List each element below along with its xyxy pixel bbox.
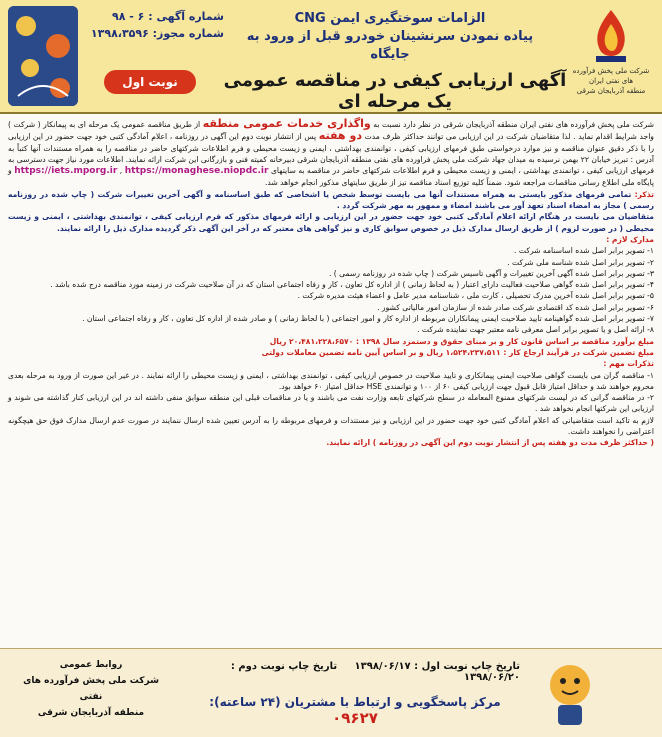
company-caption xyxy=(568,66,654,96)
publish-date-second: تاریخ چاپ نوبت دوم : ۱۳۹۸/۰۶/۲۰ xyxy=(230,661,520,683)
signature-line-1: روابط عمومی xyxy=(59,660,123,670)
company-logo-icon xyxy=(588,8,634,64)
announcement-body xyxy=(8,118,654,449)
intro-text-3: پس از انتشار نوبت دوم این آگهی در روزنامه ، اعلام آمادگی کتبی خود جهت حضور در این ارزیابی را با ذکر دقیق عنوان مناقصه و نیز موارد درخواستی طبق فرمهای ارزیابی کیفی ، توانمندی بهداشتی ، ایمنی و زیست محیطی و فرم اطلاعات شرکتهای حاضر در مناقصه را به همراه مستندات آنها کتباً به آدرس : تبریز خیابان ۲۲ بهمن نرسیده به میدان جهاد شرکت ملی پخش فراورده های نفتی منطقه آذربایجان شرقی دبیرخانه کمیته فنی و بازرگانی این شرکت ارائه نمایند. xyxy=(8,132,655,164)
two-weeks-highlight: دو هفته xyxy=(318,129,363,143)
footer-bar xyxy=(0,648,662,737)
important-note-2: ۲- در مناقصه گرانی که در لیست شرکتهای ممنوع المعامله در سطح شرکتهای تابعه وزارت نفت می باشند و یا در مناقصات قبلی این منطقه سوابق منفی داشته اند در این ارزیابی کنار گذاشته می شوند و ارزیابی این شرکتها انجام نخواهد شد . xyxy=(8,393,654,414)
intro-text-1: شرکت ملی پخش فرآورده های نفتی ایران منطقه آذربایجان شرقی در نظر دارد نسبت به xyxy=(373,120,654,129)
safety-subheading xyxy=(230,10,550,64)
signature-line-2: شرکت ملی پخش فرآورده های نفتی xyxy=(23,676,159,702)
tazakor-text: تمامی فرمهای مذکور بایستی به همراه مستندات آنها می بایست توسط شخص یا اشخاصی که طبق اساسنامه و آگهی آخرین تغییرات شرکت ( چاپ شده در روزنامه رسمی ) مجاز به امضاء اسناد تعهد آور می باشند امضاء و ممهور به مهر شرکت گردد . xyxy=(8,189,654,211)
documents-title: مدارک لازم : xyxy=(606,234,654,244)
tazakor-paragraph xyxy=(8,189,654,212)
list-item: ۵- تصویر برابر اصل شده آخرین مدرک تحصیلی ، کارت ملی ، شناسنامه مدیر عامل و اعضاء هیئت مدیره شرکت . xyxy=(297,291,654,301)
subhead-line-2: پیاده نمودن سرنشینان خودرو قبل از ورود به جایگاه xyxy=(246,29,534,62)
intro-paragraph: شرکت ملی پخش فرآورده های نفتی ایران منطقه آذربایجان شرقی در نظر دارد نسبت به واگذاری خدمات عمومی منطقه از طریق مناقصه عمومی یک مرحله ای به پیمانکار ( شرکت ) واجد شرایط اقدام نماید . لذا متقاضیان شرکت در این ارزیابی می توانند حداکثر ظرف مدت دو هفته پس از انتشار نوبت دوم این آگهی در روزنامه ، اعلام آمادگی کتبی خود جهت حضور در این ارزیابی را با ذکر دقیق عنوان مناقصه و نیز موارد درخواستی طبق فرمهای ارزیابی کیفی ، توانمندی بهداشتی ، ایمنی و زیست محیطی و فرم اطلاعات شرکتهای حاضر در مناقصه را به همراه مستندات آنها کتباً به آدرس : تبریز خیابان ۲۲ بهمن نرسیده به میدان جهاد شرکت ملی پخش فراورده های نفتی منطقه آذربایجان شرقی دبیرخانه کمیته فنی و بازرگانی این شرکت ارائه نمایند. اطلاعات مورد نیاز جهت دسترسی به فرمهای ارزیابی کیفی ، توانمندی بهداشتی ، ایمنی و زیست محیطی و فرم اطلاعات شرکتهای حاضر در مناقصه به سایتهای https://iets.mporg.ir , https://monaghese.niopdc.ir و پایگاه ملی اطلاع رسانی مناقصات مراجعه شود. ضمناً کلیه توزیع اسناد مناقصه نیز از طریق سایتهای مذکور انجام خواهد شد. xyxy=(8,117,655,188)
permit-number: شماره مجوز: ۱۳۹۸،۳۵۹۶ xyxy=(90,27,224,40)
important-notes-title: تذکرات مهم : xyxy=(603,359,654,369)
round-badge: نوبت اول xyxy=(104,70,196,94)
documents-list xyxy=(8,245,654,335)
public-relations-signature xyxy=(16,657,166,721)
subhead-line-1: الزامات سوختگیری ایمن CNG xyxy=(294,11,486,26)
phone-mascot-icon xyxy=(540,659,600,729)
main-title: آگهی ارزیابی کیفی در مناقصه عمومی یک مرحله ای xyxy=(223,70,567,112)
list-item: ۴- تصویر برابر اصل شده گواهی صلاحیت فعالیت دارای اعتبار ( به لحاظ زمانی ) از اداره کل تعاون ، کار و رفاه اجتماعی استان که در آن صلاحیت شرکت در زمینه مورد مناقصه درج شده باشد . xyxy=(50,280,654,290)
list-item: ۲- تصویر برابر اصل شده شناسه ملی شرکت . xyxy=(507,257,654,267)
site-link-2[interactable]: https://monaghese.niopdc.ir xyxy=(124,166,269,177)
site-link-1[interactable]: https://iets.mporg.ir xyxy=(14,166,118,177)
deadline-note: ( حداکثر ظرف مدت دو هفته پس از انتشار نوبت دوم این آگهی در روزنامه ) ارائه نمایند. xyxy=(326,438,654,448)
list-item: ۱- تصویر برابر اصل شده اساسنامه شرکت . xyxy=(514,246,654,256)
important-note-1: ۱- مناقصه گران می بایست گواهی صلاحیت ایمنی پیمانکاری و تایید صلاحیت در خصوص ارزیابی کیفی ، توانمندی بهداشتی ، ایمنی و زیست محیطی را ارائه نمایند . در غیر این صورت از ورود به مرحله بعدی محروم خواهند شد و حداقل امتیاز قابل قبول جهت ارزیابی کیفی ۶۰ از ۱۰۰ و توانمندی HSE حداقل امتیاز ۶۰ خواهد بود. xyxy=(8,370,654,391)
company-caption-line-1: شرکت ملی پخش فرآورده های نفتی ایران xyxy=(572,67,650,85)
intro-text-4: اطلاعات مورد نیاز جهت دسترسی به فرمهای ارزیابی کیفی ، توانمندی بهداشتی ، ایمنی و زیست محیطی و فرم اطلاعات شرکتهای حاضر در مناقصه به سایتهای xyxy=(8,154,654,176)
intro-text-2: از طریق مناقصه عمومی یک مرحله ای به پیمانکار ( شرکت ) واجد شرایط اقدام نماید . لذا متقاضیان شرکت در این ارزیابی می توانند حداکثر ظرف مدت xyxy=(8,120,654,142)
company-caption-line-2: منطقه آذربایجان شرقی xyxy=(576,87,646,95)
service-highlight: واگذاری خدمات عمومی منطقه xyxy=(202,117,371,130)
list-item: ۶- تصویر برابر اصل شده کد اقتصادی شرکت صادر شده از سازمان امور مالیاتی کشور . xyxy=(377,302,654,312)
call-center-number[interactable]: ۰۹۶۲۷ xyxy=(332,709,378,727)
flame-pattern-icon xyxy=(8,6,78,106)
tazakor-label: تذکر: xyxy=(634,189,654,199)
notice-number: شماره آگهی : ۶ - ۹۸ xyxy=(112,10,224,23)
notice-number-box xyxy=(84,8,224,60)
estimate-amount: مبلغ برآورد مناقصه بر اساس قانون کار و بر مبنای حقوق و دستمزد سال ۱۳۹۸ : ۲۰،۴۸۱،۲۲۸،۶۵۷۰ ریال xyxy=(269,336,654,346)
list-item: ۷- تصویر برابر اصل شده گواهینامه تایید صلاحیت ایمنی پیمانکاران مربوطه از اداره کار و امور اجتماعی ( با لحاظ زمانی ) و صادر شده از اداره کل تعاون ، کار و رفاه اجتماعی استان . xyxy=(82,314,654,324)
signature-line-3: منطقه آذربایجان شرقی xyxy=(37,708,145,718)
important-note-3: لازم به تاکید است متقاضیانی که اعلام آمادگی کتبی خود جهت حضور در این ارزیابی و نیز مستندات و فرمهای مربوطه را به آدرس تعیین شده ارسال ننمایند در صورت عدم ارسال مدارک فوق حق هیچگونه اعتراضی را نخواهند داشت. xyxy=(8,415,654,437)
call-center xyxy=(190,695,520,727)
header-banner xyxy=(0,0,662,114)
publish-dates xyxy=(190,661,520,683)
publish-date-first: تاریخ چاپ نوبت اول : ۱۳۹۸/۰۶/۱۷ xyxy=(354,661,520,672)
intro-text-5: و پایگاه ملی اطلاع رسانی مناقصات مراجعه شود. ضمناً کلیه توزیع اسناد مناقصه نیز از طریق سایتهای مذکور انجام خواهد شد. xyxy=(8,166,654,188)
list-item: ۸- ارائه اصل و یا تصویر برابر اصل معرفی نامه معتبر جهت نماینده شرکت . xyxy=(417,325,654,335)
list-item: ۳- تصویر برابر اصل شده آگهی آخرین تغییرات و آگهی تاسیس شرکت ( چاپ شده در روزنامه رسمی ) . xyxy=(328,268,654,278)
call-center-label: مرکز پاسخگویی و ارتباط با مشتریان (۲۴ ساعته): xyxy=(209,695,501,709)
deposit-amount: مبلغ تضمین شرکت در فرآیند ارجاع کار : ۱،۵۲۴،۲۳۷،۵۱۱ ریال و بر اساس آیین نامه تضمین معاملات دولتی xyxy=(261,347,654,357)
company-logo xyxy=(568,6,654,106)
note-paragraph: متقاضیان می بایست در هنگام ارائه اعلام آمادگی کتبی خود جهت حضور در این ارزیابی و ارائه فرمهای مذکور که فرم ارزیابی کیفی ، توانمندی بهداشتی ، ایمنی و زیست محیطی ( در صورت لزوم ) از طریق ارسال مدارک ذیل در خصوص سوابق کاری و نیز گواهی های معتبر که در آخر این آگهی ذکر گردیده مدارک ذیل را ارائه نمایند. xyxy=(8,212,654,233)
